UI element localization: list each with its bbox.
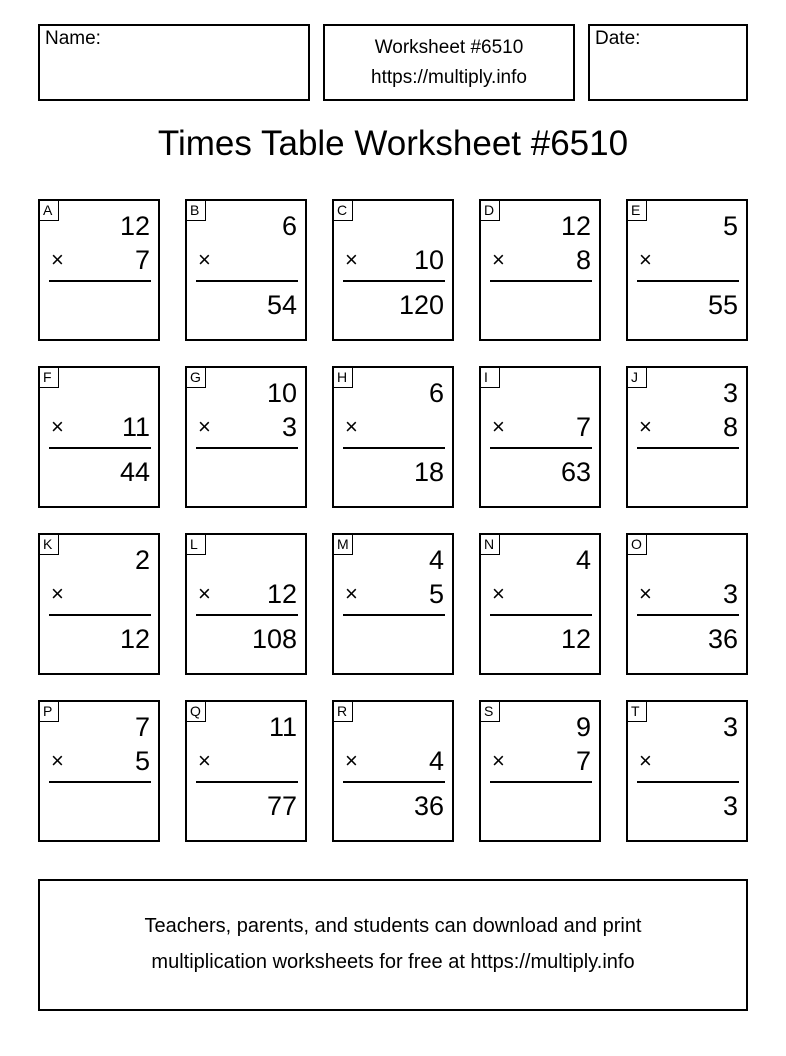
- problem-card: [38, 366, 160, 508]
- times-sign: ×: [51, 748, 64, 773]
- problem-card: [626, 700, 748, 842]
- problem-letter: K: [39, 534, 59, 555]
- answer-line: [637, 781, 739, 783]
- problem-letter: D: [480, 200, 500, 221]
- multiplicand: 3: [722, 712, 738, 742]
- answer-line: [49, 614, 151, 616]
- problem-letter: P: [39, 701, 59, 722]
- product: 36: [707, 624, 738, 654]
- multiplicand: 5: [722, 211, 738, 241]
- problem-letter: R: [333, 701, 353, 722]
- problem-letter: C: [333, 200, 353, 221]
- problem-letter: E: [627, 200, 647, 221]
- footer-line-1: Teachers, parents, and students can download and print: [144, 915, 642, 937]
- page-title: Times Table Worksheet #6510: [157, 124, 629, 163]
- multiplicand: 12: [119, 211, 150, 241]
- times-sign: ×: [492, 247, 505, 272]
- product: 3: [722, 791, 738, 821]
- times-sign: ×: [345, 247, 358, 272]
- problem-card: [479, 199, 601, 341]
- footer-box: [38, 879, 748, 1011]
- answer-line: [49, 447, 151, 449]
- answer-line: [196, 280, 298, 282]
- times-sign: ×: [492, 581, 505, 606]
- answer-line: [343, 447, 445, 449]
- problem-letter: J: [627, 367, 647, 388]
- footer-line-2: multiplication worksheets for free at https://multiply.info: [151, 951, 635, 973]
- times-sign: ×: [639, 414, 652, 439]
- problem-card: [626, 533, 748, 675]
- times-sign: ×: [639, 581, 652, 606]
- answer-line: [49, 781, 151, 783]
- problem-letter: L: [186, 534, 206, 555]
- problem-card: [38, 199, 160, 341]
- problem-letter: H: [333, 367, 353, 388]
- multiplier: 3: [281, 412, 297, 442]
- answer-line: [196, 781, 298, 783]
- times-sign: ×: [198, 247, 211, 272]
- answer-line: [637, 280, 739, 282]
- multiplier: 7: [134, 245, 150, 275]
- multiplier: 12: [266, 579, 297, 609]
- product: 12: [119, 624, 150, 654]
- problem-letter: I: [480, 367, 500, 388]
- multiplicand: 6: [428, 378, 444, 408]
- times-sign: ×: [51, 247, 64, 272]
- product: 44: [119, 457, 150, 487]
- product: 12: [560, 624, 591, 654]
- product: 55: [707, 290, 738, 320]
- answer-line: [343, 781, 445, 783]
- worksheet-number: Worksheet #6510: [374, 37, 524, 58]
- multiplicand: 10: [266, 378, 297, 408]
- multiplier: 5: [428, 579, 444, 609]
- problem-card: [479, 366, 601, 508]
- times-sign: ×: [345, 414, 358, 439]
- multiplicand: 11: [268, 712, 297, 742]
- problem-card: [185, 700, 307, 842]
- problem-letter: A: [39, 200, 59, 221]
- problem-letter: O: [627, 534, 647, 555]
- multiplier: 5: [134, 746, 150, 776]
- multiplier: 7: [575, 412, 591, 442]
- multiplier: 8: [575, 245, 591, 275]
- answer-line: [490, 447, 592, 449]
- multiplier: 8: [722, 412, 738, 442]
- times-sign: ×: [345, 581, 358, 606]
- answer-line: [637, 447, 739, 449]
- problem-card: [38, 700, 160, 842]
- answer-line: [490, 280, 592, 282]
- multiplier: 10: [413, 245, 444, 275]
- answer-line: [343, 614, 445, 616]
- multiplicand: 3: [722, 378, 738, 408]
- worksheet-info-box: [323, 24, 575, 101]
- problem-card: [185, 199, 307, 341]
- name-box: [38, 24, 310, 101]
- problem-card: [332, 199, 454, 341]
- problem-letter: T: [627, 701, 647, 722]
- product: 108: [251, 624, 297, 654]
- product: 18: [413, 457, 444, 487]
- product: 120: [398, 290, 444, 320]
- product: 54: [266, 290, 297, 320]
- times-sign: ×: [492, 748, 505, 773]
- times-sign: ×: [639, 247, 652, 272]
- date-box: [588, 24, 748, 101]
- multiplier: 11: [121, 412, 150, 442]
- multiplier: 3: [722, 579, 738, 609]
- product: 77: [266, 791, 297, 821]
- multiplier: 4: [428, 746, 444, 776]
- multiplicand: 2: [134, 545, 150, 575]
- times-sign: ×: [198, 748, 211, 773]
- problem-card: [185, 533, 307, 675]
- times-sign: ×: [51, 581, 64, 606]
- problem-letter: M: [333, 534, 353, 555]
- problem-card: [332, 533, 454, 675]
- product: 36: [413, 791, 444, 821]
- worksheet-url: https://multiply.info: [371, 67, 527, 88]
- times-sign: ×: [639, 748, 652, 773]
- times-sign: ×: [51, 414, 64, 439]
- answer-line: [490, 614, 592, 616]
- problem-card: [332, 700, 454, 842]
- answer-line: [196, 447, 298, 449]
- answer-line: [196, 614, 298, 616]
- problem-card: [479, 700, 601, 842]
- multiplicand: 12: [560, 211, 591, 241]
- multiplicand: 4: [428, 545, 444, 575]
- problem-letter: F: [39, 367, 59, 388]
- product: 63: [560, 457, 591, 487]
- multiplicand: 9: [575, 712, 591, 742]
- problem-card: [332, 366, 454, 508]
- problem-letter: Q: [186, 701, 206, 722]
- date-label: Date:: [595, 28, 641, 49]
- answer-line: [49, 280, 151, 282]
- multiplicand: 7: [134, 712, 150, 742]
- problem-letter: B: [186, 200, 206, 221]
- multiplier: 7: [575, 746, 591, 776]
- answer-line: [343, 280, 445, 282]
- times-sign: ×: [198, 414, 211, 439]
- times-sign: ×: [345, 748, 358, 773]
- multiplicand: 6: [281, 211, 297, 241]
- problem-card: [38, 533, 160, 675]
- times-sign: ×: [198, 581, 211, 606]
- problem-card: [626, 199, 748, 341]
- answer-line: [637, 614, 739, 616]
- times-sign: ×: [492, 414, 505, 439]
- problem-letter: G: [186, 367, 206, 388]
- name-label: Name:: [45, 28, 101, 49]
- problem-card: [626, 366, 748, 508]
- problem-card: [479, 533, 601, 675]
- problem-letter: N: [480, 534, 500, 555]
- problem-letter: S: [480, 701, 500, 722]
- problem-card: [185, 366, 307, 508]
- multiplicand: 4: [575, 545, 591, 575]
- answer-line: [490, 781, 592, 783]
